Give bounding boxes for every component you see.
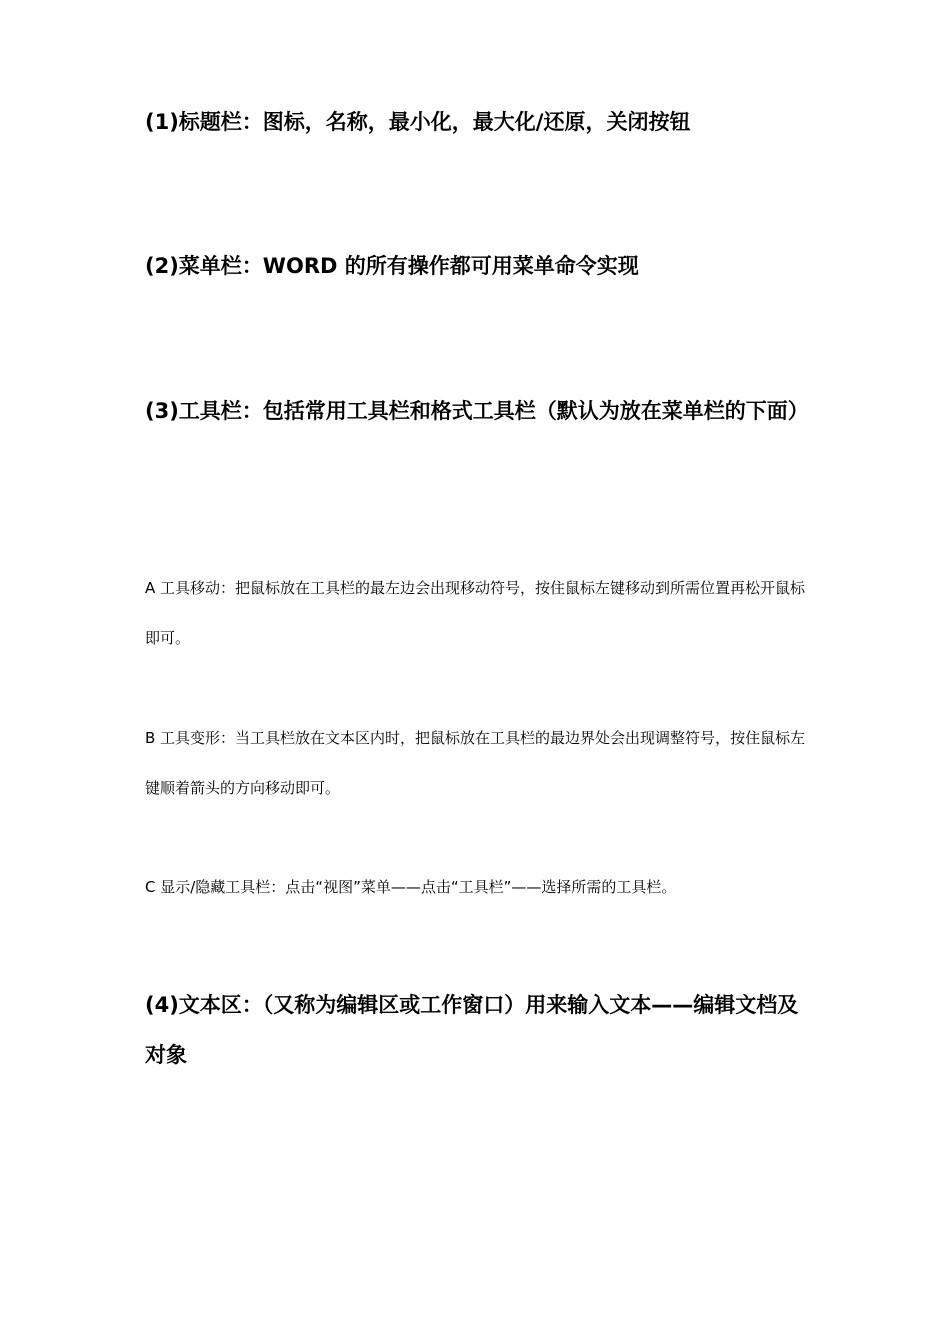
paragraph-toolbar-move: A 工具移动：把鼠标放在工具栏的最左边会出现移动符号，按住鼠标左键移动到所需位置再松开鼠标即可。	[145, 579, 806, 647]
heading-toolbar: (3)工具栏：包括常用工具栏和格式工具栏（默认为放在菜单栏的下面）	[145, 399, 809, 423]
heading-menu-bar: (2)菜单栏：WORD 的所有操作都可用菜单命令实现	[145, 254, 639, 278]
heading-title-bar: (1)标题栏：图标，名称，最小化，最大化/还原，关闭按钮	[145, 110, 691, 134]
paragraph-toolbar-resize: B 工具变形：当工具栏放在文本区内时，把鼠标放在工具栏的最边界处会出现调整符号，按住鼠标左键顺着箭头的方向移动即可。	[145, 729, 806, 797]
heading-text-area: (4)文本区：（又称为编辑区或工作窗口）用来输入文本——编辑文档及对象	[145, 993, 799, 1067]
paragraph-toolbar-show-hide: C 显示/隐藏工具栏：点击“视图”菜单——点击“工具栏”——选择所需的工具栏。	[145, 878, 677, 896]
